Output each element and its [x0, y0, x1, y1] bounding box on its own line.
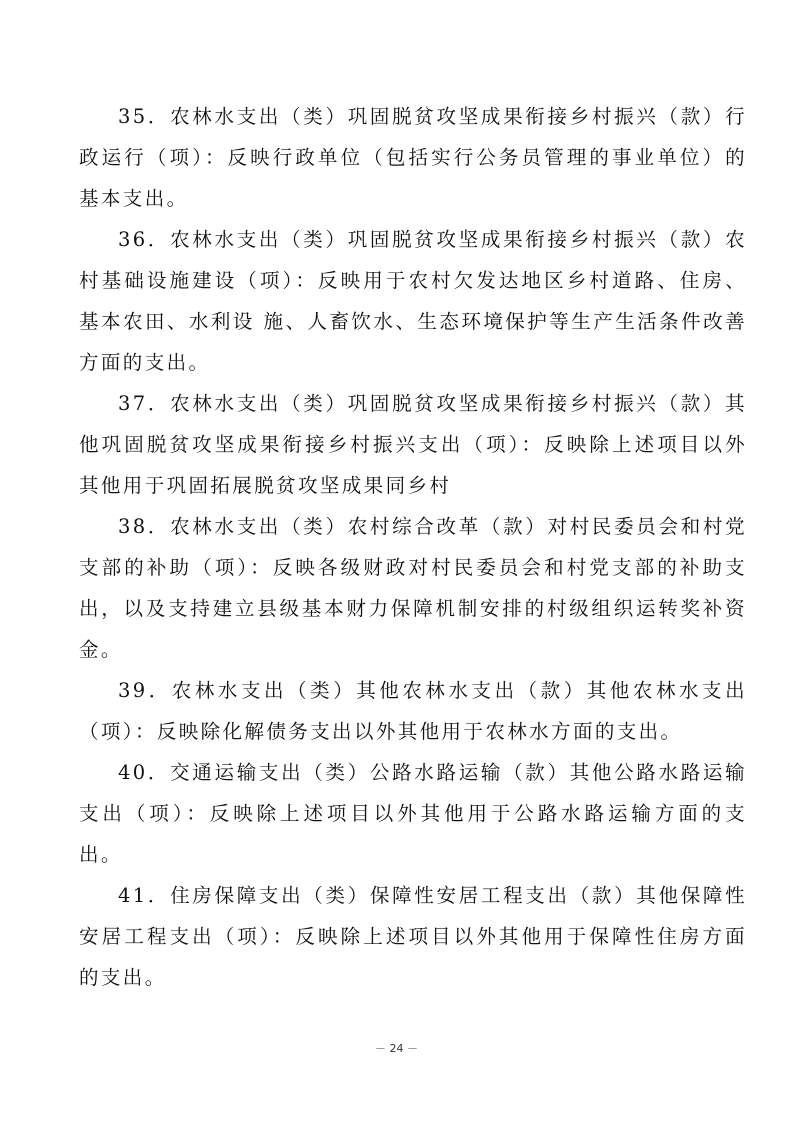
paragraph-39: 39．农林水支出（类）其他农林水支出（款）其他农林水支出（项）：反映除化解债务支出以外其他用于农林水方面的支出。 — [79, 679, 747, 743]
paragraph-37: 37．农林水支出（类）巩固脱贫攻坚成果衔接乡村振兴（款）其他巩固脱贫攻坚成果衔接乡村振兴支出（项）：反映除上述项目以外其他用于巩固拓展脱贫攻坚成果同乡村 — [79, 392, 747, 497]
paragraph-41: 41．住房保障支出（类）保障性安居工程支出（款）其他保障性安居工程支出（项）：反映除上述项目以外其他用于保障性住房方面的支出。 — [79, 884, 747, 989]
paragraph-36: 36．农林水支出（类）巩固脱贫攻坚成果衔接乡村振兴（款）农村基础设施建设（项）：反映用于农村欠发达地区乡村道路、住房、基本农田、水利设 施、人畜饮水、生态环境保护等生产生活条件改善方面的支出。 — [79, 228, 747, 374]
document-body — [79, 96, 747, 998]
paragraph-38: 38．农林水支出（类）农村综合改革（款）对村民委员会和村党支部的补助（项）：反映各级财政对村民委员会和村党支部的补助支出，以及支持建立县级基本财力保障机制安排的村级组织运转奖补资金。 — [79, 515, 747, 661]
paragraph-35: 35．农林水支出（类）巩固脱贫攻坚成果衔接乡村振兴（款）行政运行（项）：反映行政单位（包括实行公务员管理的事业单位）的基本支出。 — [79, 105, 747, 210]
paragraph-40: 40．交通运输支出（类）公路水路运输（款）其他公路水路运输支出（项）：反映除上述项目以外其他用于公路水路运输方面的支出。 — [79, 761, 747, 866]
page-number: － 24 － — [375, 1042, 418, 1055]
